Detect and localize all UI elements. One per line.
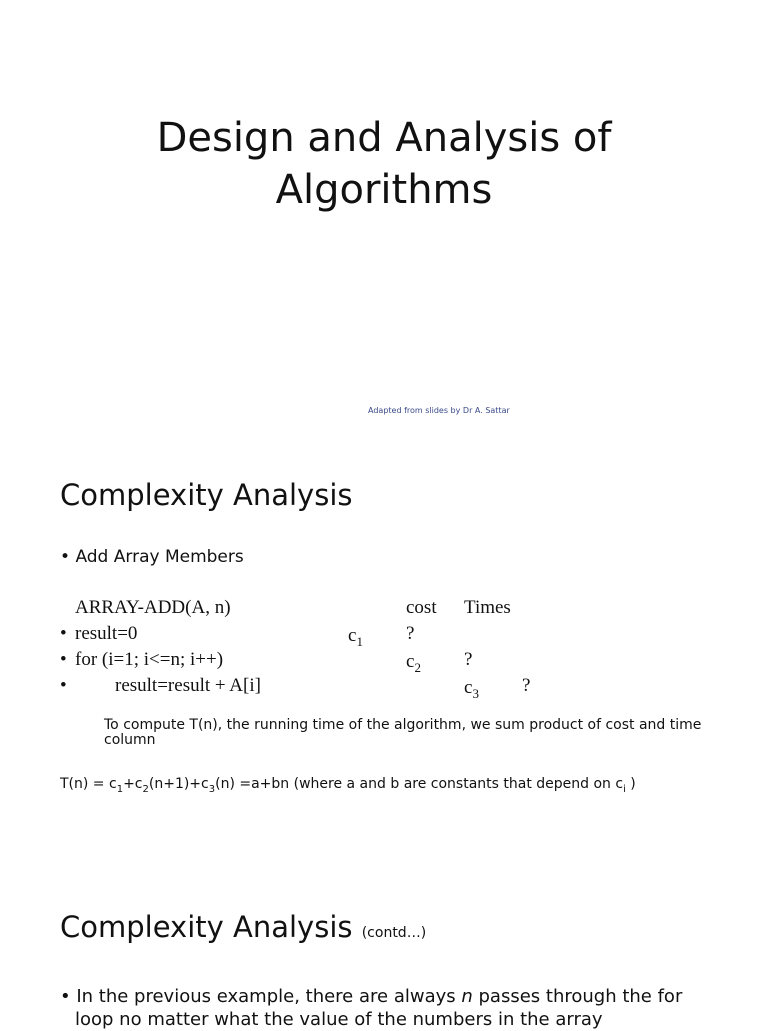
section-heading: Complexity Analysis xyxy=(60,478,353,512)
formula-subscript: 3 xyxy=(208,783,216,795)
row-bullet: • xyxy=(60,649,67,670)
row-cost xyxy=(464,677,479,702)
row-code: for (i=1; i<=n; i++) xyxy=(75,649,224,670)
formula-part: ) xyxy=(625,776,636,792)
row-cost xyxy=(406,651,421,676)
row-bullet: • xyxy=(60,623,67,644)
formula-part: (n) =a+bn (where a and b are constants that depend on c xyxy=(215,776,624,792)
bullet-dot: • xyxy=(60,986,77,1007)
bullet-line-2: loop no matter what the value of the numbers in the array xyxy=(75,1009,603,1030)
cost-symbol: c xyxy=(348,625,357,646)
running-time-formula xyxy=(60,776,636,795)
row-code: result=0 xyxy=(75,623,138,644)
bullet-previous-example xyxy=(60,985,682,1031)
bullet-text: In the previous example, there are always xyxy=(76,986,462,1007)
row-cost xyxy=(348,625,363,650)
col-cost-header: cost xyxy=(406,597,437,618)
cost-symbol: c xyxy=(406,651,415,672)
row-code: result=result + A[i] xyxy=(115,675,261,696)
cost-subscript: 3 xyxy=(472,685,479,701)
cost-symbol: c xyxy=(464,677,473,698)
explanation-note: To compute T(n), the running time of the algorithm, we sum product of cost and time column xyxy=(104,717,702,748)
title-line-2: Algorithms xyxy=(275,167,493,213)
heading-text: Complexity Analysis xyxy=(60,910,353,944)
cost-subscript: 2 xyxy=(414,659,421,675)
bullet-dot: • xyxy=(60,547,76,567)
bullet-add-array xyxy=(60,547,244,567)
formula-subscript: 2 xyxy=(142,783,149,795)
title-line-1: Design and Analysis of xyxy=(156,115,612,161)
formula-part: +c xyxy=(123,776,143,792)
algo-name: ARRAY-ADD(A, n) xyxy=(75,597,231,618)
section-heading-contd xyxy=(60,910,426,944)
heading-contd-label: (contd…) xyxy=(361,925,427,941)
formula-part: T(n) = c xyxy=(60,776,117,792)
col-times-header: Times xyxy=(464,597,511,618)
formula-subscript: i xyxy=(623,783,626,795)
slide-title xyxy=(0,112,768,216)
formula-part: (n+1)+c xyxy=(148,776,209,792)
formula-subscript: 1 xyxy=(116,783,124,795)
credit-text: Adapted from slides by Dr A. Sattar xyxy=(368,406,510,415)
bullet-text: passes through the for xyxy=(472,986,683,1007)
bullet-text: Add Array Members xyxy=(75,547,244,567)
cost-subscript: 1 xyxy=(356,633,363,649)
row-times: ? xyxy=(522,675,531,696)
bullet-emphasis: n xyxy=(461,986,473,1007)
row-bullet: • xyxy=(60,675,67,696)
row-times: ? xyxy=(464,649,473,670)
row-times: ? xyxy=(406,623,415,644)
